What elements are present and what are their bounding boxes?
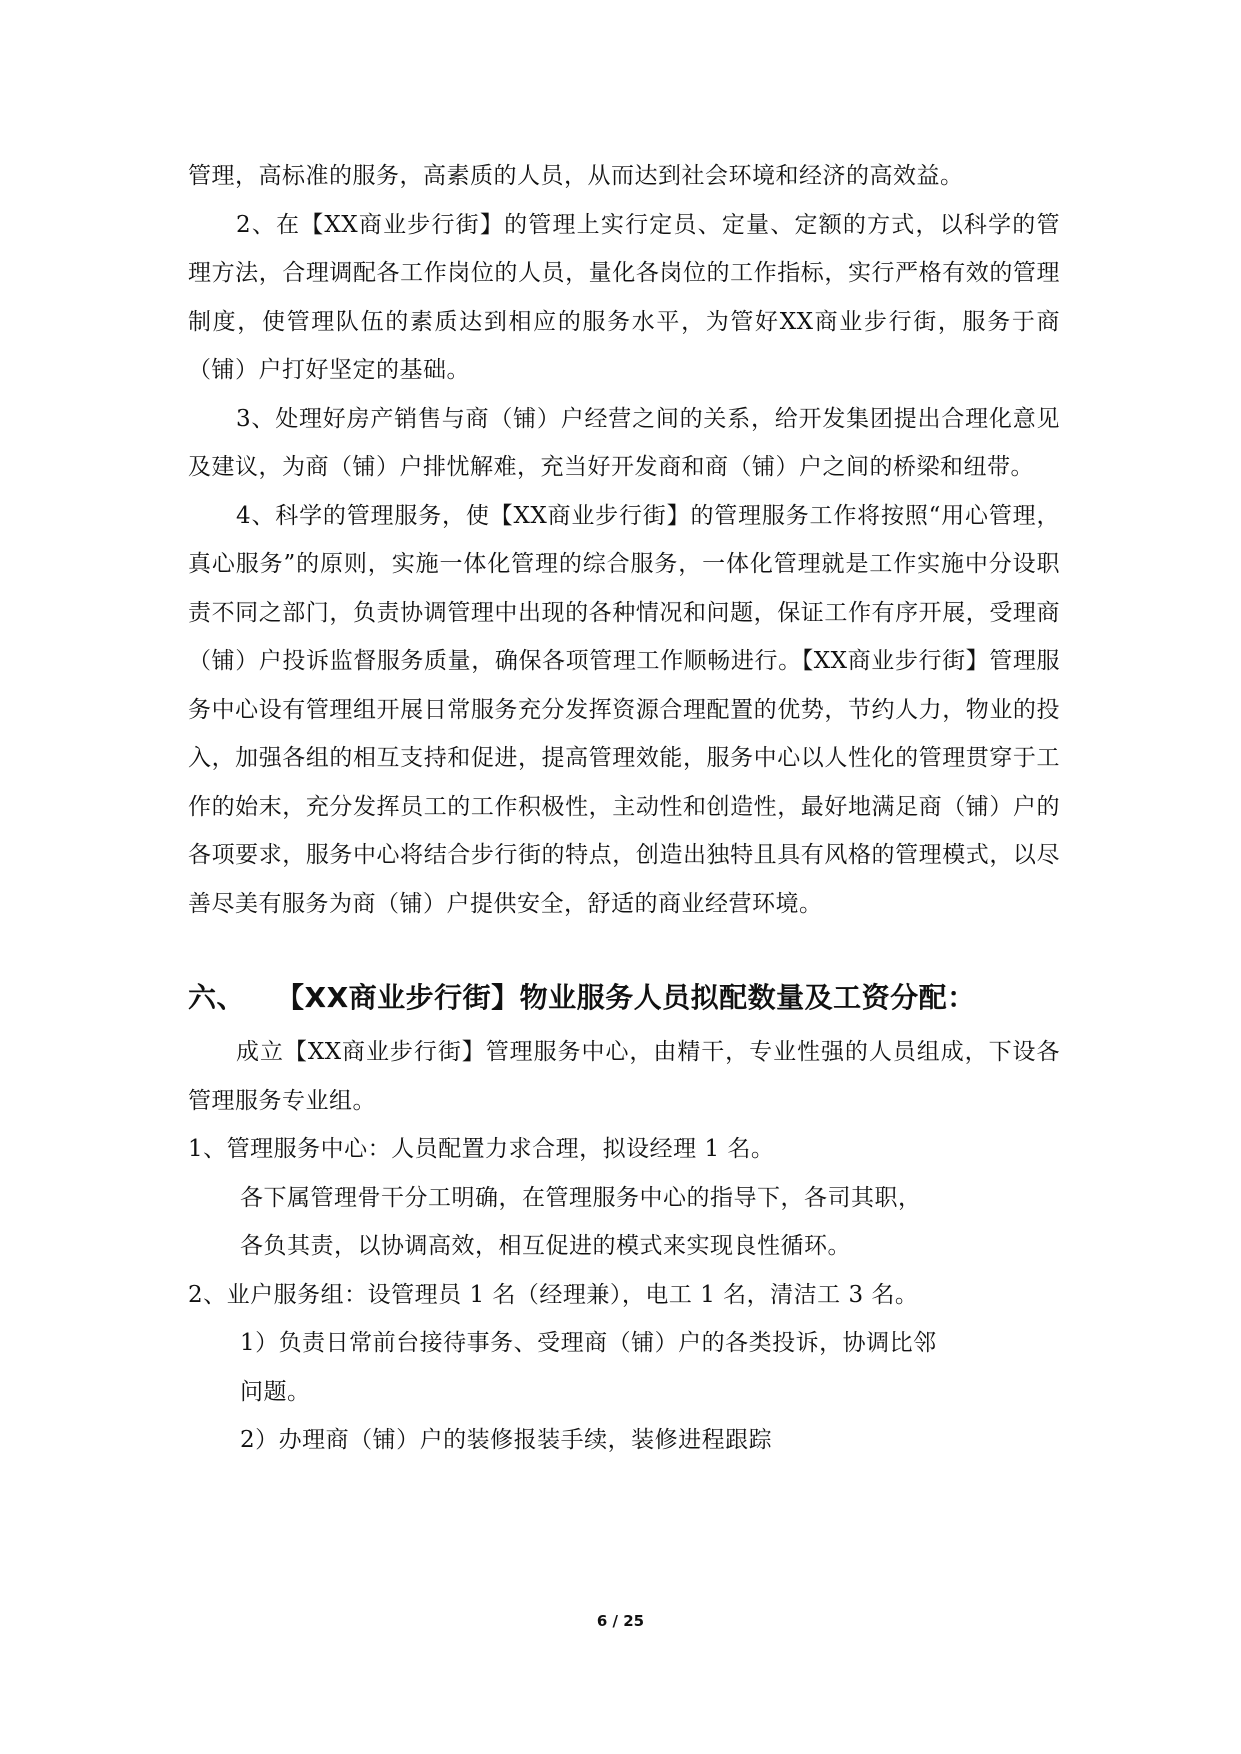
list-item-2-line: 问题。 [240, 1378, 311, 1405]
list-item-2-line: 1）负责日常前台接待事务、受理商（铺）户的各类投诉，协调比邻 [240, 1330, 937, 1356]
section-number: 六、 [188, 981, 246, 1014]
list-item-1-label: 1、管理服务中心：人员配置力求合理，拟设经理 1 名。 [188, 1136, 775, 1162]
page-number: 6 / 25 [596, 1612, 645, 1630]
section-title: 【XX商业步行街】物业服务人员拟配数量及工资分配： [276, 981, 976, 1014]
section-intro: 成立【XX商业步行街】管理服务中心，由精干，专业性强的人员组成，下设各管理服务专业组。 [188, 1039, 1060, 1114]
document-body [188, 152, 1060, 1465]
paragraph-item-4: 4、科学的管理服务，使【XX商业步行街】的管理服务工作将按照“用心管理，真心服务”的原则，实施一体化管理的综合服务，一体化管理就是工作实施中分设职责不同之部门，负责协调管理中出现的各种情况和问题，保证工作有序开展，受理商（铺）户投诉监督服务质量，确保各项管理工作顺畅进行。【XX商业步行街】管理服务中心设有管理组开展日常服务充分发挥资源合理配置的优势，节约人力，物业的投入，加强各组的相互支持和促进，提高管理效能，服务中心以人性化的管理贯穿于工作的始末，充分发挥员工的工作积极性，主动性和创造性，最好地满足商（铺）户的各项要求，服务中心将结合步行街的特点，创造出独特且具有风格的管理模式，以尽善尽美有服务为商（铺）户提供安全，舒适的商业经营环境。 [188, 502, 1060, 917]
paragraph-continuation: 管理，高标准的服务，高素质的人员，从而达到社会环境和经济的高效益。 [188, 163, 964, 189]
list-item-1-line: 各负其责，以协调高效，相互促进的模式来实现良性循环。 [240, 1233, 851, 1259]
paragraph-item-2: 2、在【XX商业步行街】的管理上实行定员、定量、定额的方式，以科学的管理方法，合理调配各工作岗位的人员，量化各岗位的工作指标，实行严格有效的管理制度，使管理队伍的素质达到相应的服务水平，为管好XX商业步行街，服务于商（铺）户打好坚定的基础。 [188, 211, 1060, 383]
paragraph-item-3: 3、处理好房产销售与商（铺）户经营之间的关系，给开发集团提出合理化意见及建议，为商（铺）户排忧解难，充当好开发商和商（铺）户之间的桥梁和纽带。 [188, 405, 1060, 480]
section-heading [188, 978, 1060, 1018]
list-item-2-label: 2、业户服务组：设管理员 1 名（经理兼），电工 1 名，清洁工 3 名。 [188, 1281, 919, 1308]
list-item-1-line: 各下属管理骨干分工明确，在管理服务中心的指导下，各司其职， [240, 1184, 922, 1211]
list-item-2-line: 2）办理商（铺）户的装修报装手续，装修进程跟踪 [240, 1427, 773, 1453]
